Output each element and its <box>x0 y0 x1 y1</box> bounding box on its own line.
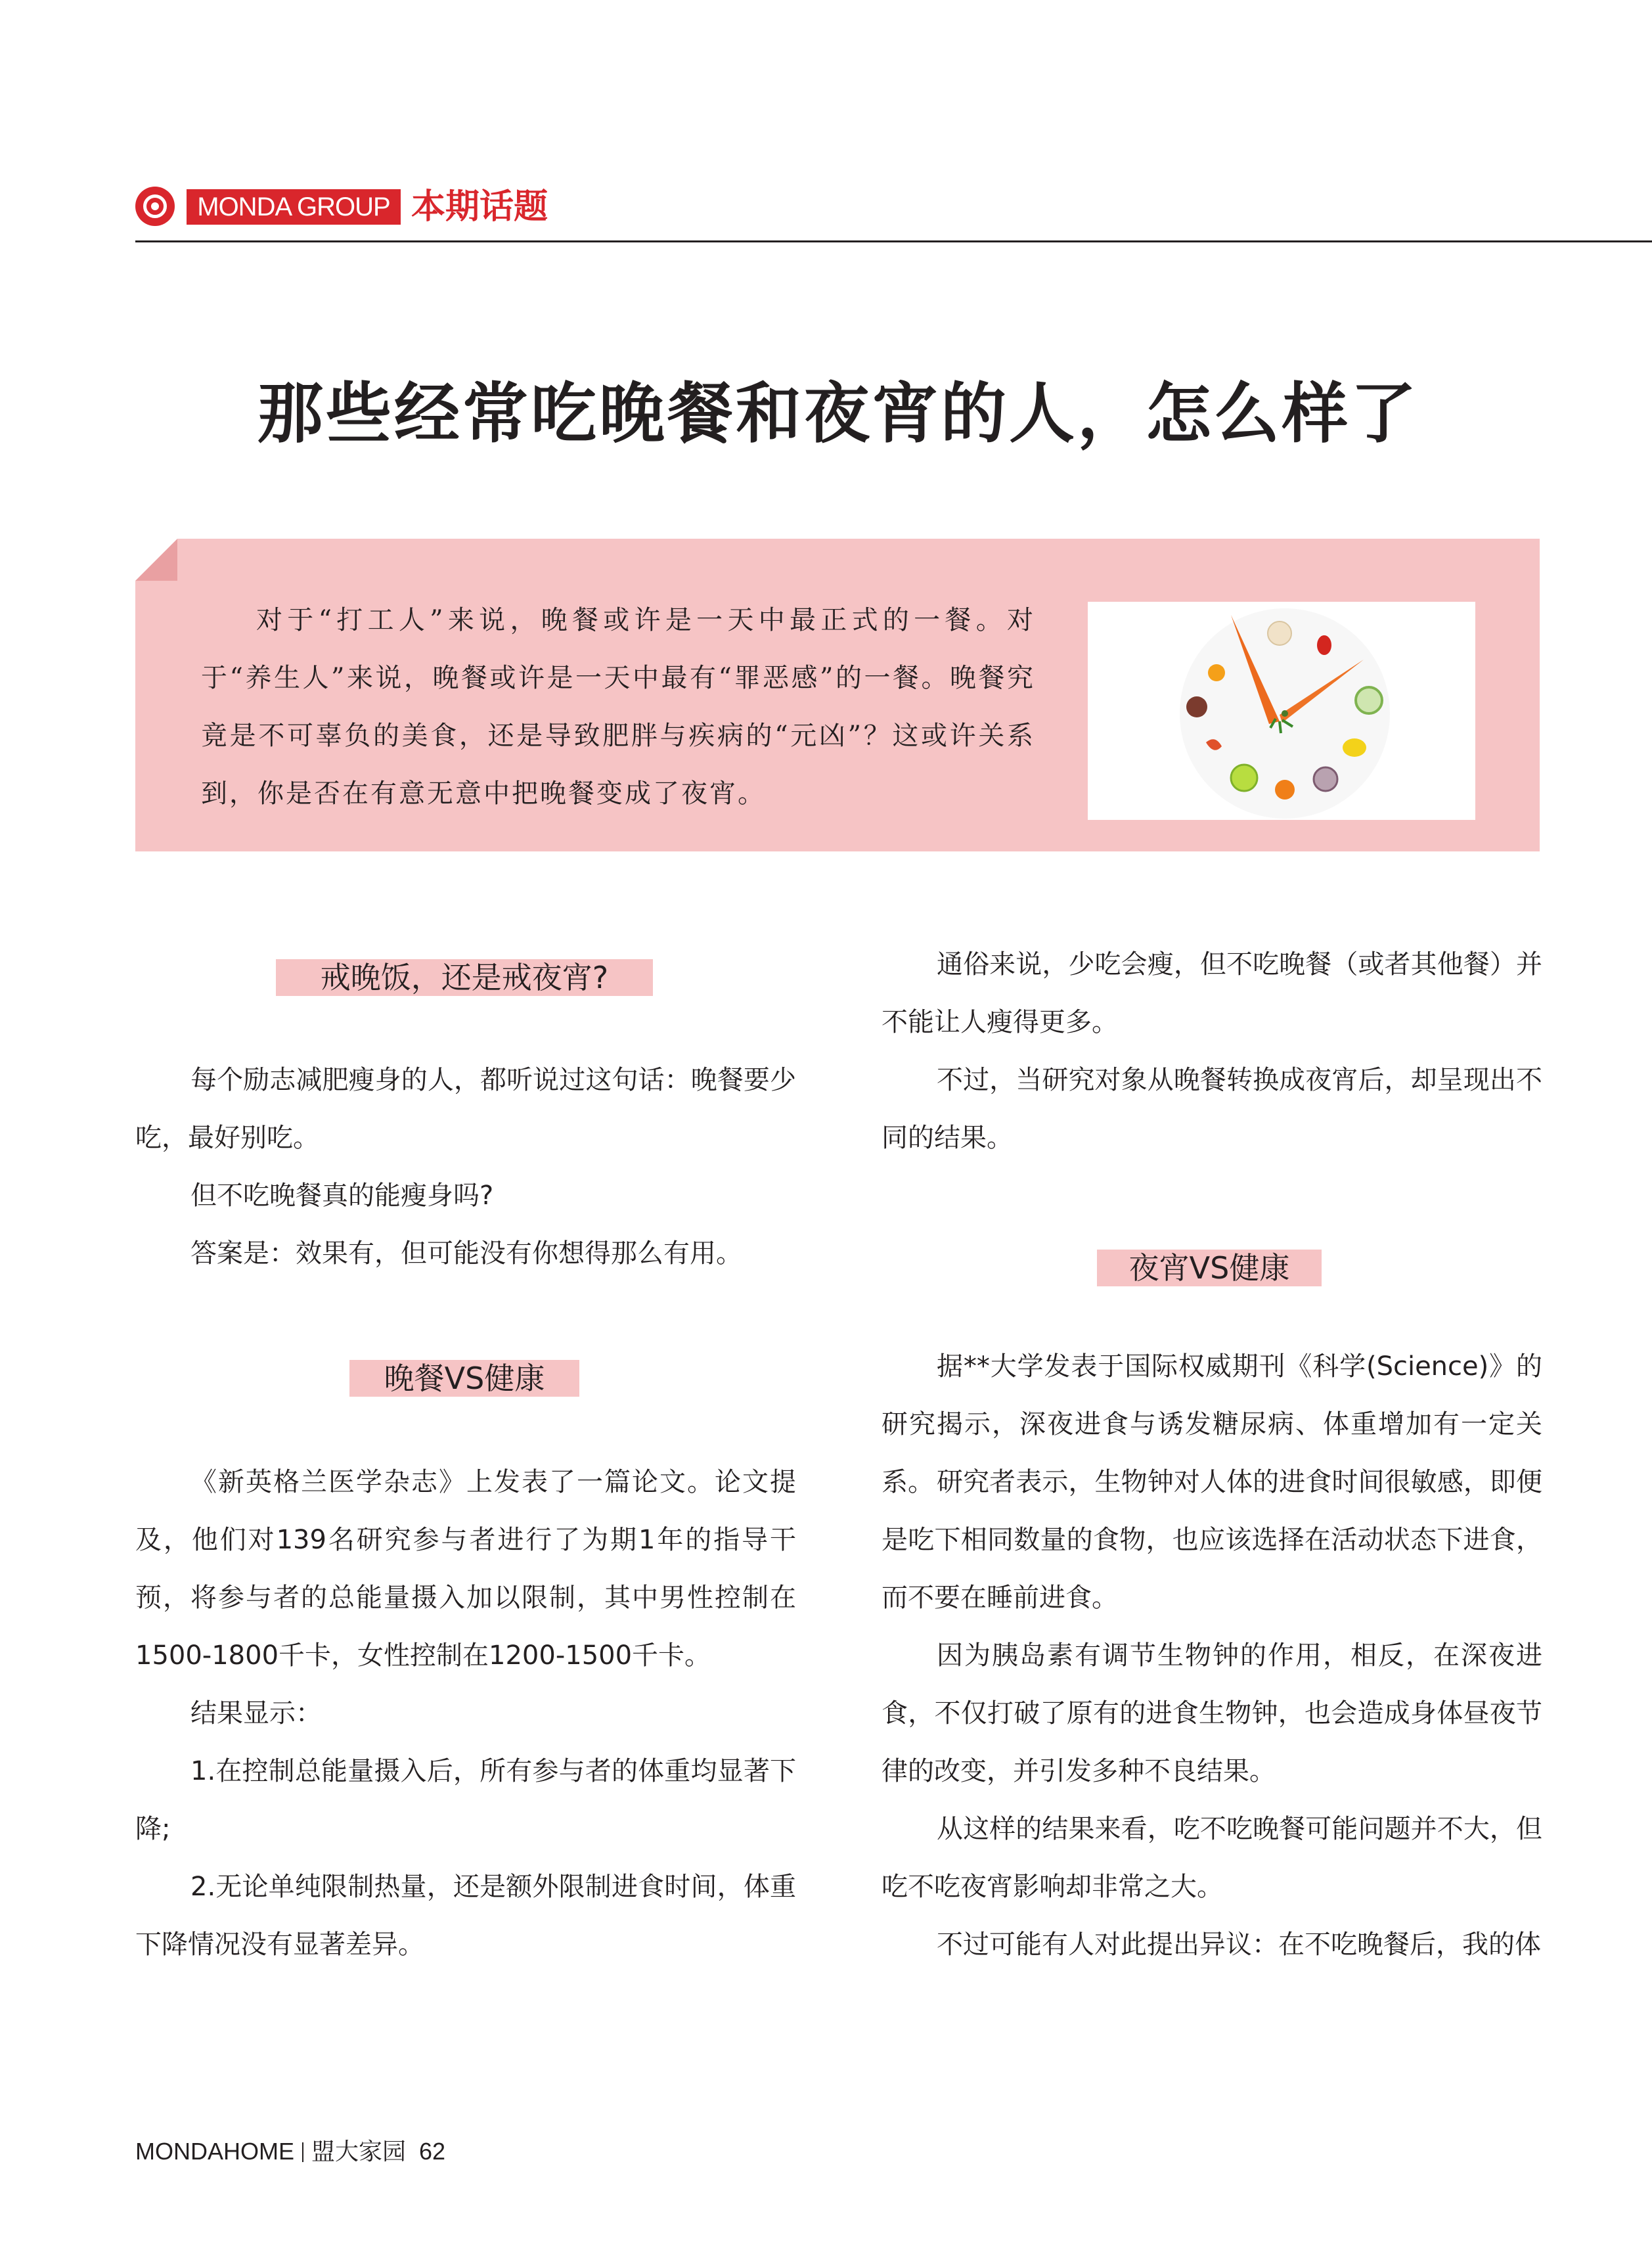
right-paragraph-1: 通俗来说，少吃会瘦，但不吃晚餐（或者其他餐）并不能让人瘦得更多。 <box>882 949 1542 1037</box>
right-paragraph-7: 不过可能有人对此提出异议：在不吃晚餐后，我的体 <box>937 1930 1541 1960</box>
section-heading-dinner-health: 晚餐VS健康 <box>349 1360 579 1397</box>
left-paragraph-6: 1.在控制总能量摄入后，所有参与者的体重均显著下降; <box>135 1756 796 1844</box>
footer-separator <box>302 2142 303 2162</box>
left-paragraph-1: 每个励志减肥瘦身的人，都听说过这句话：晚餐要少吃，最好别吃。 <box>135 1065 796 1153</box>
section-heading-dinner-or-snack: 戒晚饭，还是戒夜宵? <box>276 959 653 996</box>
right-paragraph-4: 研究者表示，生物钟对人体的进食时间很敏感，即便是吃下相同数量的食物，也应该选择在活动状态下进食，而不要在睡前进食。 <box>882 1467 1542 1613</box>
left-paragraph-5: 结果显示： <box>190 1698 322 1728</box>
corner-fold-icon <box>135 539 177 581</box>
brand-logo-icon <box>135 187 175 226</box>
header-divider <box>135 240 1652 242</box>
right-paragraph-5: 因为胰岛素有调节生物钟的作用，相反，在深夜进食，不仅打破了原有的进食生物钟，也会造成身体昼夜节律的改变，并引发多种不良结果。 <box>882 1640 1542 1786</box>
footer-magazine-name: 盟大家园 <box>311 2138 407 2165</box>
footer-brand: MONDAHOME <box>135 2138 294 2165</box>
page-title: 那些经常吃晚餐和夜宵的人，怎么样了 <box>257 375 1419 452</box>
header-brand-label: MONDA GROUP <box>187 189 401 225</box>
right-paragraph-2: 不过，当研究对象从晚餐转换成夜宵后，却呈现出不同的结果。 <box>882 1065 1542 1153</box>
page-footer <box>135 2135 445 2168</box>
left-paragraph-2: 但不吃晚餐真的能瘦身吗? <box>190 1181 494 1211</box>
left-paragraph-4: 《新英格兰医学杂志》上发表了一篇论文。论文提及，他们对139名研究参与者进行了为期1年的指导干预，将参与者的总能量摄入加以限制，其中男性控制在1500-1800千卡，女性控制在1200-1500千卡。 <box>135 1467 796 1671</box>
header-section-title: 本期话题 <box>411 187 548 227</box>
left-paragraph-7: 2.无论单纯限制热量，还是额外限制进食时间，体重下降情况没有显著差异。 <box>135 1872 796 1960</box>
vegetable-clock-image <box>1088 602 1475 820</box>
right-paragraph-3: 据**大学发表于国际权威期刊《科学(Science)》的研究揭示，深夜进食与诱发糖尿病、体重增加有一定关系。 <box>882 1351 1542 1497</box>
intro-paragraph: 对于“打工人”来说，晚餐或许是一天中最正式的一餐。对于“养生人”来说，晚餐或许是一天中最有“罪恶感”的一餐。晚餐究竟是不可辜负的美食，还是导致肥胖与疾病的“元凶”？这或许关系到，你是否在有意无意中把晚餐变成了夜宵。 <box>201 605 1035 809</box>
left-paragraph-3: 答案是：效果有，但可能没有你想得那么有用。 <box>190 1238 742 1269</box>
right-paragraph-6: 从这样的结果来看，吃不吃晚餐可能问题并不大，但吃不吃夜宵影响却非常之大。 <box>882 1814 1542 1902</box>
page-number: 62 <box>419 2138 446 2165</box>
section-heading-snack-health: 夜宵VS健康 <box>1097 1250 1322 1286</box>
